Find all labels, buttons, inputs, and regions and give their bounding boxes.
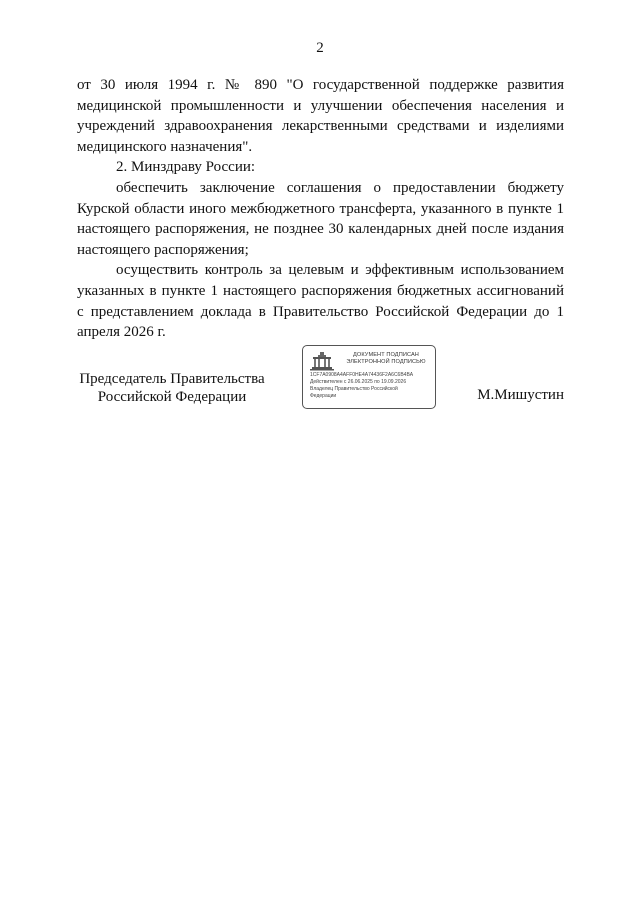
stamp-owner-line2: Федерации — [310, 393, 337, 399]
emblem-icon — [309, 351, 335, 371]
stamp-title — [339, 352, 433, 366]
stamp-certificate: 1CF7A0908A4AFF0HE4A74436F2A6C6B4BA — [310, 372, 414, 378]
stamp-owner-line1: Владелец Правительство Российской — [310, 386, 398, 392]
paragraph-agreement: обеспечить заключение соглашения о предоставлении бюджету Курской области иного межбюджетного трансферта, указанного в пункте 1 настоящего распоряжения, не позднее 30 календарных дней после издания настоящего распоряжения; — [77, 179, 564, 258]
stamp-title-line1: ДОКУМЕНТ ПОДПИСАН — [353, 352, 419, 358]
page-number: 2 — [316, 40, 324, 56]
stamp-details — [310, 372, 434, 400]
signer-title-line1: Председатель Правительства — [79, 371, 265, 387]
stamp-validity: Действителен с 26.06.2025 по 19.09.2026 — [310, 379, 407, 385]
signer-name: М.Мишустин — [477, 387, 564, 403]
paragraph-decree-reference: от 30 июля 1994 г. № 890 "О государственной поддержке развития медицинской промышленности и улучшении обеспечения населения и учреждений здравоохранения лекарственными средствами и изделиями медицинского назначения". — [77, 77, 564, 155]
signer-title — [77, 370, 267, 406]
paragraph-item-2-heading: 2. Минздраву России: — [116, 159, 256, 176]
stamp-title-line2: ЭЛЕКТРОННОЙ ПОДПИСЬЮ — [346, 359, 426, 365]
paragraph-control: осуществить контроль за целевым и эффективным использованием указанных в пункте 1 настоящего распоряжения бюджетных ассигнований с представлением доклада в Правительство Российской Федерации до 1 апреля 2026 г. — [77, 262, 564, 341]
signer-title-line2: Российской Федерации — [97, 389, 247, 405]
document-body — [77, 75, 564, 343]
signature-block — [0, 343, 640, 423]
electronic-signature-stamp — [302, 345, 436, 409]
